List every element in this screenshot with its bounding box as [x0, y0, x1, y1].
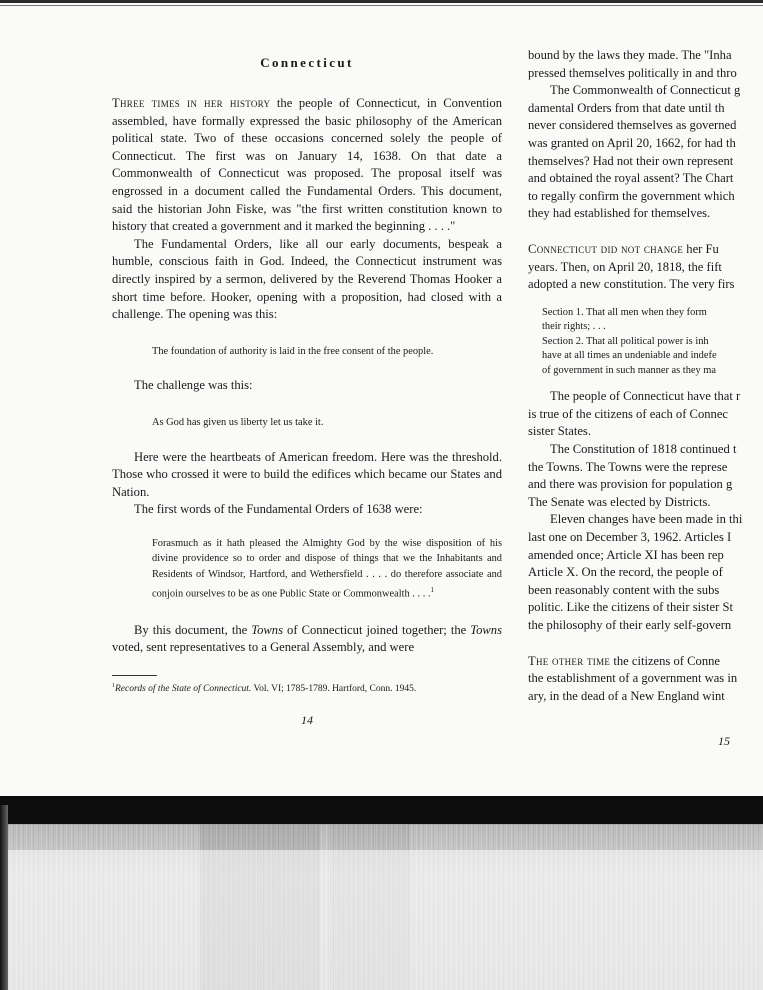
scan-light-overlay [0, 850, 763, 990]
footnote-divider [112, 675, 157, 676]
challenge-line: The challenge was this: [134, 378, 253, 393]
spacer [528, 378, 763, 388]
paragraph-5-part-a: By this document, the [134, 622, 252, 637]
spacer [528, 223, 763, 241]
footnote-title: Records of the State of Connecticut. [115, 684, 252, 695]
paragraph-1 [112, 95, 502, 236]
right-line: ary, in the dead of a New England wint [528, 688, 725, 703]
right-line: politic. Like the citizens of their sister St [528, 600, 733, 615]
section-lead: The other time [528, 653, 611, 668]
footnote-text: Vol. VI; 1785-1789. Hartford, Conn. 1945. [251, 684, 417, 695]
right-page [528, 47, 763, 767]
right-line: the Towns. The Towns were the represe [528, 459, 728, 474]
right-line: Article X. On the record, the people of [528, 565, 723, 580]
page-number-right: 15 [718, 734, 730, 748]
right-line: The Constitution of 1818 continued t [550, 442, 737, 456]
footnote-mark: 1 [112, 682, 115, 689]
paragraph-5-part-b: of Connecticut joined together; the [283, 622, 471, 637]
right-line: is true of the citizens of each of Connec [528, 406, 729, 421]
right-line [528, 241, 763, 259]
right-line-text: the citizens of Conne [610, 653, 721, 668]
right-line: they had established for themselves. [528, 206, 711, 221]
paragraph-1-lead: Three times in her history [112, 96, 271, 110]
right-line: and there was provision for population g [528, 477, 733, 492]
right-line: Eleven changes have been made in thi [550, 512, 743, 527]
right-line: and obtained the royal assent? The Chart [528, 171, 734, 186]
right-line: been reasonably content with the subs [528, 582, 720, 597]
quote-liberty: As God has given us liberty let us take it. [152, 416, 324, 428]
right-line: bound by the laws they made. The "Inha [528, 48, 732, 62]
right-line-text: never considered themselves as governed [528, 118, 737, 133]
quote-foundation: The foundation of authority is laid in the free consent of the people. [152, 345, 434, 357]
constitution-section-line: have at all times an undeniable and indefe [542, 350, 717, 362]
top-edge-line-thin [0, 5, 763, 6]
page-heading: Connecticut [260, 55, 354, 70]
section-lead: Connecticut did not change [528, 241, 684, 256]
paragraph-3: Here were the heartbeats of American freedom. Here was the threshold. Those who crossed it were to build the edifices which became our States and Nation. [112, 449, 502, 499]
paragraph-5 [112, 622, 502, 657]
page-number-left: 14 [301, 713, 313, 727]
right-line: adopted a new constitution. The very firs [528, 277, 735, 292]
right-line: was granted on April 20, 1662, for had th [528, 135, 736, 150]
footnote [112, 680, 502, 696]
footnote-reference: 1 [430, 585, 434, 594]
right-line: themselves? Had not their own represent [528, 153, 734, 168]
top-edge-line [0, 0, 763, 3]
right-line: the establishment of a government was in [528, 671, 738, 686]
right-line: The Commonwealth of Connecticut g [550, 83, 741, 98]
right-line: pressed themselves politically in and thro [528, 65, 737, 80]
constitution-section-line: of government in such manner as they ma [542, 364, 716, 376]
right-line: years. Then, on April 20, 1818, the fift [528, 259, 722, 274]
towns-emphasis-2: Towns [470, 622, 502, 637]
paragraph-2: The Fundamental Orders, like all our early documents, bespeak a humble, conscious faith in God. Indeed, the Connecticut instrument was directly inspired by a sermon, delivered by the Reverend Thomas Hooker a short time before. Hooker, opening with a proposition, had closed with a challenge. The opening was this: [112, 236, 502, 322]
right-line: last one on December 3, 1962. Articles I [528, 529, 732, 544]
paragraph-4: The first words of the Fundamental Orders of 1638 were: [134, 502, 423, 517]
right-line [528, 653, 763, 671]
constitution-section-line: Section 1. That all men when they form [542, 306, 707, 318]
paragraph-1-text: the people of Connecticut, in Convention assembled, have formally expressed the basic philosophy of the American political state. Two of these occasions concerned solely the people of Connecticut. The first was on January 14, 1638. On that date a Commonwealth of Connecticut was proposed. The proposal itself was engrossed in a document called the Fundamental Orders. This document, said the historian John Fiske, was "the first written constitution known to history that created a government and it marked the beginning . . . ." [112, 96, 502, 234]
right-line-text: her Fu [683, 241, 719, 256]
right-line [528, 117, 763, 135]
right-line: the philosophy of their early self-govern [528, 617, 732, 632]
right-line: amended once; Article XI has been rep [528, 547, 724, 562]
right-line: The Senate was elected by Districts. [528, 494, 711, 509]
left-page [112, 55, 502, 696]
constitution-section-line: their rights; . . . [542, 321, 606, 333]
right-line: to regally confirm the government which [528, 188, 735, 203]
spacer [528, 635, 763, 653]
quote-fundamental-orders [152, 536, 502, 602]
quote-fundamental-orders-text: Forasmuch as it hath pleased the Almighty God by the wise disposition of his divine providence so to order and dispose of things that we the Inhabitants and Residents of Windsor, Hartford, and Wethersfield . . . . do therefore associate and conjoin ourselves to be as one Public State or Commonwealth . . . . [152, 537, 502, 600]
paragraph-5-part-c: voted, sent representatives to a General Assembly, and were [112, 640, 415, 655]
scan-dark-strip [0, 796, 763, 824]
spacer [528, 294, 763, 306]
towns-emphasis-1: Towns [251, 622, 284, 637]
right-line: sister States. [528, 424, 591, 439]
right-line: The people of Connecticut have that r [550, 389, 741, 404]
right-line: damental Orders from that date until th [528, 100, 725, 115]
scan-left-edge [0, 805, 8, 990]
constitution-section-line: Section 2. That all political power is inh [542, 335, 709, 347]
